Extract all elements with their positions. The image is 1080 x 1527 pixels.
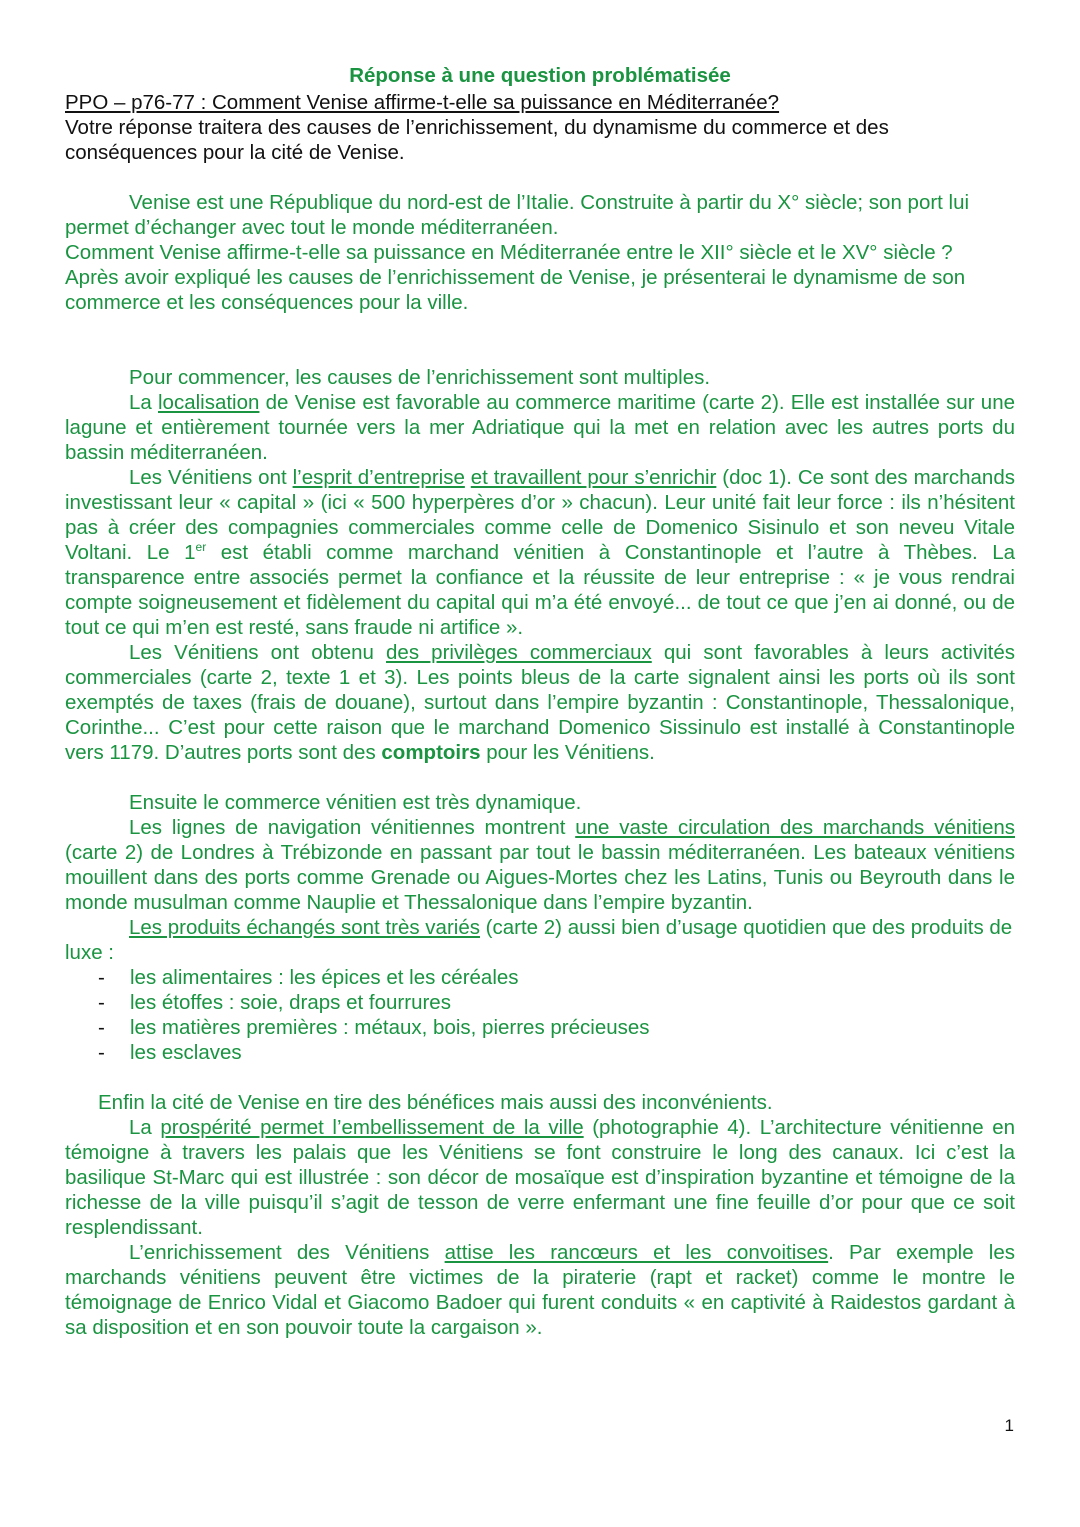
text-run: est établi comme marchand vénitien à Constantinople et l’autre à Thèbes. La transparence entre associés permet la confiance et la réussite de leur entreprise : « je vous rendrai compte soigneusement et fidèlement du capital qui m’a été envoyé... de tout ce que j’en ai donné, ou de tout ce qui m’en est resté, sans fraude ni artifice ». xyxy=(65,541,1016,639)
superscript: er xyxy=(195,540,207,555)
text-run: La xyxy=(129,391,158,414)
text-run: La xyxy=(129,1116,161,1139)
underlined-term: Les produits échangés sont très variés xyxy=(129,916,480,939)
underlined-term: attise les rancœurs et les convoitises xyxy=(444,1241,829,1264)
list-item: - les alimentaires : les épices et les céréales xyxy=(65,965,1015,990)
intro-problem: Comment Venise affirme-t-elle sa puissance en Méditerranée entre le XII° siècle et le XV° siècle ? xyxy=(65,241,953,264)
text-run: qui sont favorables à leurs activités commerciales (carte 2, texte 1 et 3). Les points bleus de la carte signalent ainsi les ports où ils sont exemptés de taxes (frais de douane), surtout dans l’empire byzantin : Constantinople, Thessalonique, Corinthe... C’est pour cette raison que le marchand Domenico Sissinulo est installé à Constantinople vers 1179. D’autres ports sont des xyxy=(65,641,1015,764)
text-run: . Par exemple les marchands vénitiens peuvent être victimes de la piraterie (rapt et racket) comme le montre le témoignage de Enrico Vidal et Giacomo Badoer qui furent conduits « en captivité à Raidestos gardant à sa disposition et en son pouvoir toute la cargaison ». xyxy=(65,1241,1015,1339)
page-number: 1 xyxy=(1004,1416,1014,1435)
part2-circulation xyxy=(65,815,1015,915)
text-run: (carte 2) aussi bien d’usage quotidien que des produits de luxe : xyxy=(65,916,1013,964)
document-page xyxy=(65,62,1015,1340)
bold-term: comptoirs xyxy=(381,741,481,764)
underlined-term: des privilèges commerciaux xyxy=(386,641,652,664)
text-run: (photographie 4). L’architecture vénitienne en témoigne à travers les palais que les Vénitiens se font construire le long des canaux. Ici c’est la basilique St-Marc qui est illustrée : son décor de mosaïque est d’inspiration byzantine et témoigne de la richesse de la ville puisqu’il s’agit de tesson de verre enfermant une fine feuille d’or pour que ce soit resplendissant. xyxy=(65,1116,1016,1239)
list-item: - les étoffes : soie, draps et fourrures xyxy=(65,990,1015,1015)
part2-lead: Ensuite le commerce vénitien est très dynamique. xyxy=(129,791,582,814)
document-title: Réponse à une question problématisée xyxy=(349,64,731,87)
list-item: - les matières premières : métaux, bois, pierres précieuses xyxy=(65,1015,1015,1040)
instructions: Votre réponse traitera des causes de l’enrichissement, du dynamisme du commerce et des conséquences pour la cité de Venise. xyxy=(65,116,889,164)
products-list xyxy=(65,965,1015,1065)
intro-plan: Après avoir expliqué les causes de l’enrichissement de Venise, je présenterai le dynamisme de son commerce et les conséquences pour la ville. xyxy=(65,266,966,314)
list-item: - les esclaves xyxy=(65,1040,1015,1065)
underlined-term: prospérité permet l’embellissement de la ville xyxy=(160,1116,584,1139)
underlined-term: localisation xyxy=(158,391,260,414)
text-run: pour les Vénitiens. xyxy=(480,741,655,764)
part1-lead: Pour commencer, les causes de l’enrichissement sont multiples. xyxy=(129,366,711,389)
part3-prosperite xyxy=(65,1115,1015,1240)
text-run: (doc 1). Ce sont des marchands investissant leur « capital » (ici « 500 hyperpères d’or » chacun). Leur unité fait leur force : ils n’hésitent pas à créer des compagnies commerciales comme celle de Domenico Sisinulo et son neveu Vitale Voltani. Le 1 xyxy=(65,466,1015,564)
question-link[interactable]: PPO – p76-77 : Comment Venise affirme-t-elle sa puissance en Méditerranée? xyxy=(65,91,780,114)
question-heading xyxy=(65,90,1015,115)
part1-localisation xyxy=(65,390,1015,465)
text-run: Les lignes de navigation vénitiennes montrent xyxy=(129,816,576,839)
underlined-term: et travaillent pour s’enrichir xyxy=(470,466,717,489)
underlined-term: une vaste circulation des marchands vénitiens xyxy=(575,816,1015,839)
text-run: (carte 2) de Londres à Trébizonde en passant par tout le bassin méditerranéen. Les bateaux vénitiens mouillent dans des ports comme Grenade ou Aigues-Mortes chez les Latins, Tunis ou Beyrouth dans le monde musulman comme Nauplie et Thessalonique dans l’empire byzantin. xyxy=(65,841,1015,914)
intro-context: Venise est une République du nord-est de l’Italie. Construite à partir du X° siècle; son port lui permet d’échanger avec tout le monde méditerranéen. xyxy=(65,191,970,239)
part3-lead: Enfin la cité de Venise en tire des bénéfices mais aussi des inconvénients. xyxy=(98,1091,773,1114)
part3-convoitises xyxy=(65,1240,1015,1340)
text-run: de Venise est favorable au commerce maritime (carte 2). Elle est installée sur une lagune et entièrement tournée vers la mer Adriatique qui la met en relation avec les autres ports du bassin méditerranéen. xyxy=(65,391,1015,464)
part2-produits xyxy=(65,915,1015,965)
part1-privileges xyxy=(65,640,1015,765)
underlined-term: l’esprit d’entreprise xyxy=(292,466,465,489)
part1-entreprise xyxy=(65,465,1015,640)
text-run: L’enrichissement des Vénitiens xyxy=(129,1241,445,1264)
text-run: Les Vénitiens ont obtenu xyxy=(129,641,387,664)
text-run: Les Vénitiens ont xyxy=(129,466,293,489)
